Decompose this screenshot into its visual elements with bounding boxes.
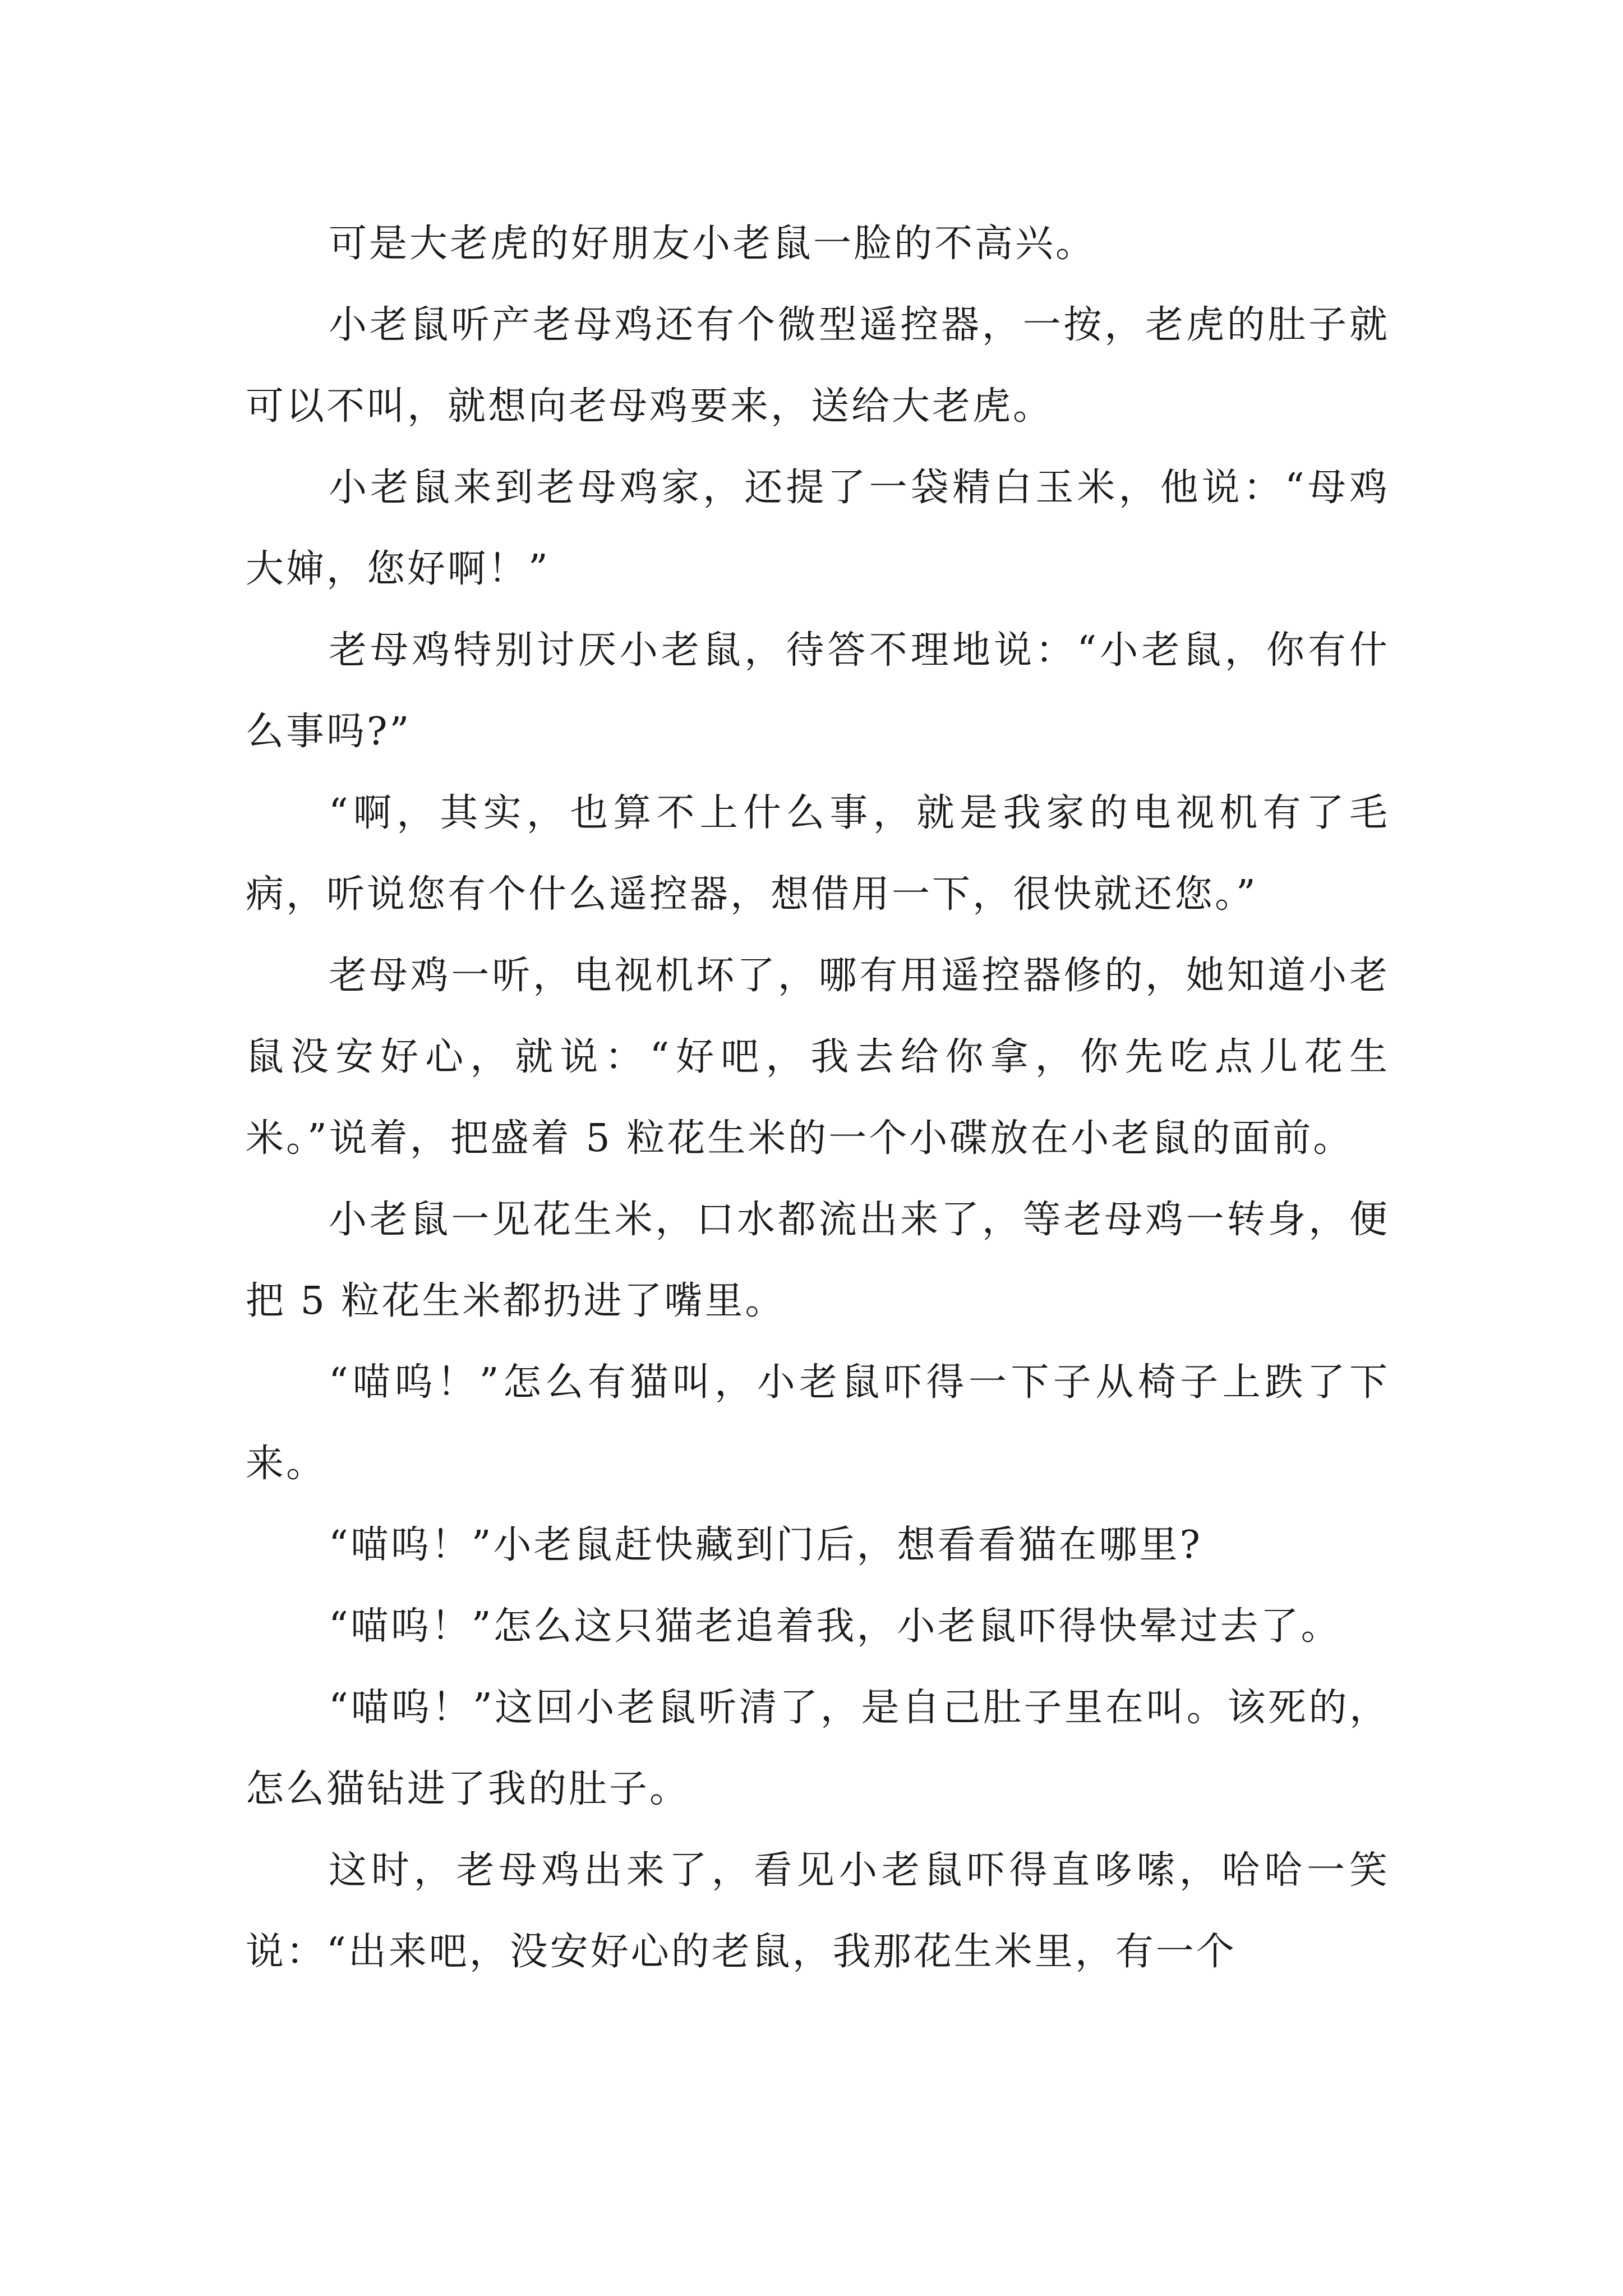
paragraph: “啊，其实，也算不上什么事，就是我家的电视机有了毛病，听说您有个什么遥控器，想借用一下，很快就还您。” xyxy=(246,791,1390,917)
paragraph: “喵呜！”这回小老鼠听清了，是自己肚子里在叫。该死的，怎么猫钻进了我的肚子。 xyxy=(246,1686,1390,1811)
paragraph: 可是大老虎的好朋友小老鼠一脸的不高兴。 xyxy=(329,222,1096,266)
story-text xyxy=(246,203,1390,1993)
paragraph: 小老鼠听产老母鸡还有个微型遥控器，一按，老虎的肚子就可以不叫，就想向老母鸡要来，送给大老虎。 xyxy=(246,303,1390,429)
paragraph: “喵呜！”怎么这只猫老追着我，小老鼠吓得快晕过去了。 xyxy=(329,1604,1341,1649)
paragraph: 老母鸡特别讨厌小老鼠，待答不理地说：“小老鼠，你有什么事吗?” xyxy=(246,628,1390,754)
paragraph: “喵呜！”怎么有猫叫，小老鼠吓得一下子从椅子上跌了下来。 xyxy=(246,1360,1390,1486)
paragraph: 小老鼠一见花生米，口水都流出来了，等老母鸡一转身，便把 5 粒花生米都扔进了嘴里。 xyxy=(246,1198,1390,1323)
paragraph: 这时，老母鸡出来了，看见小老鼠吓得直哆嗦，哈哈一笑说：“出来吧，没安好心的老鼠，我那花生米里，有一个 xyxy=(246,1848,1390,1974)
paragraph: 小老鼠来到老母鸡家，还提了一袋精白玉米，他说：“母鸡大婶，您好啊！” xyxy=(246,466,1390,591)
paragraph: “喵呜！”小老鼠赶快藏到门后，想看看猫在哪里? xyxy=(329,1523,1202,1567)
paragraph: 老母鸡一听，电视机坏了，哪有用遥控器修的，她知道小老鼠没安好心，就说：“好吧，我去给你拿，你先吃点儿花生米。”说着，把盛着 5 粒花生米的一个小碟放在小老鼠的面前。 xyxy=(246,954,1390,1161)
